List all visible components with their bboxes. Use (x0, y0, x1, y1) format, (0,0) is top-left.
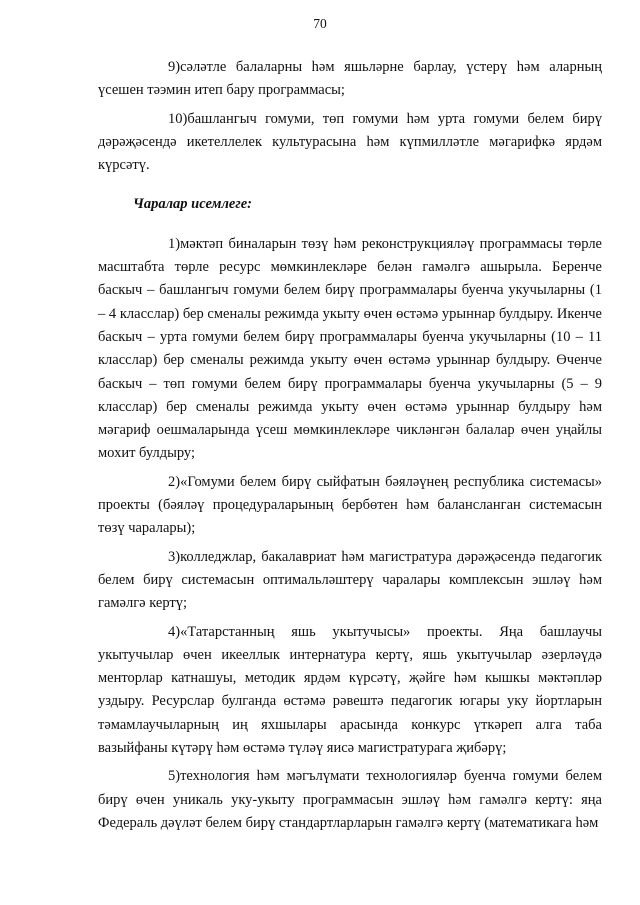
list-item-text: колледжлар, бакалавриат һәм магистратура дәрәҗәсендә педагогик белем бирү системасын оптимальләштерү чаралары комплексын эшләү һәм гамәлгә кертү; (98, 548, 602, 612)
list-item-number: 10) (168, 110, 188, 127)
list-item (98, 765, 602, 835)
list-item-number: 4) (168, 623, 181, 640)
list-item-text: «Татарстанның яшь укытучысы» проекты. Яңа башлаучы укытучылар өчен икееллык интернатура кертү, яшь укытучылар әзерләүдә менторлар катнашуы, методик ярдәм күрсәтү, җәйге һәм кышкы мәктәпләр уздыру. Ресурслар булганда өстәмә рәвештә педагогик югары уку йортларын тәмамлаучыларның иң яхшылары арасында конкурс үткәреп алга таба вазыйфаны күтәрү һәм өстәмә түләү яисә магистратурага җибәрү; (98, 623, 602, 757)
list-item (98, 233, 602, 466)
list-item-number: 3) (168, 548, 181, 565)
list-item-number: 9) (168, 59, 181, 75)
list-item-text: мәктәп биналарын төзү һәм реконструкцияләү программасы төрле масштабта төрле ресурс мөмкинлекләре белән гамәлгә ашырыла. Беренче баскыч – башлангыч гомуми белем бирү программалары буенча укучыларны (1 – 4 класслар) бер сменалы режимда укыту өчен өстәмә урыннар булдыру. Икенче баскыч – урта гомуми белем бирү программалары буенча укучыларны (10 – 11 класслар) бер сменалы режимда укыту өчен өстәмә урыннар булдыру. Өченче баскыч – төп гомуми белем бирү программалары буенча укучыларны (5 – 9 класслар) бер сменалы режимда укыту өчен өстәмә урыннар булдыру һәм мәгариф оешмаларында үсеш мөмкинлекләре чикләнгән балалар өчен уңайлы мохит булдыру; (98, 235, 602, 462)
list-item (98, 621, 602, 761)
list-item (98, 56, 602, 103)
list-item-text: технология һәм мәгълүмати технологияләр буенча гомуми белем бирү өчен уникаль уку-укыту программасын эшләү һәм гамәлгә кертү: яңа Федераль дәүләт белем бирү стандартларларын гамәлгә кертү (математикага һәм (98, 768, 602, 831)
list-item (98, 471, 602, 541)
list-item-text: «Гомуми белем бирү сыйфатын бәяләүнең республика системасы» проекты (бәяләү процедураларының бербөтен һәм балансланган системасын төзү чаралары); (98, 473, 602, 537)
list-item-number: 2) (168, 473, 181, 490)
list-item-number: 5) (168, 768, 181, 785)
list-item (98, 546, 602, 616)
page-number: 70 (313, 16, 327, 31)
list-item-number: 1) (168, 235, 181, 252)
document-body (98, 56, 602, 840)
list-item-text: сәләтле балаларны һәм яшьләрне барлау, үстерү һәм аларның үсешен тәэмин итеп бару программасы; (98, 59, 602, 99)
list-item (98, 108, 602, 178)
section-title: Чаралар исемлеге: (133, 196, 252, 213)
list-item-text: башлангыч гомуми, төп гомуми һәм урта гомуми белем бирү дәрәҗәсендә икетеллелек культурасына һәм күпмилләтле мәгарифкә ярдәм күрсәтү. (98, 110, 602, 174)
